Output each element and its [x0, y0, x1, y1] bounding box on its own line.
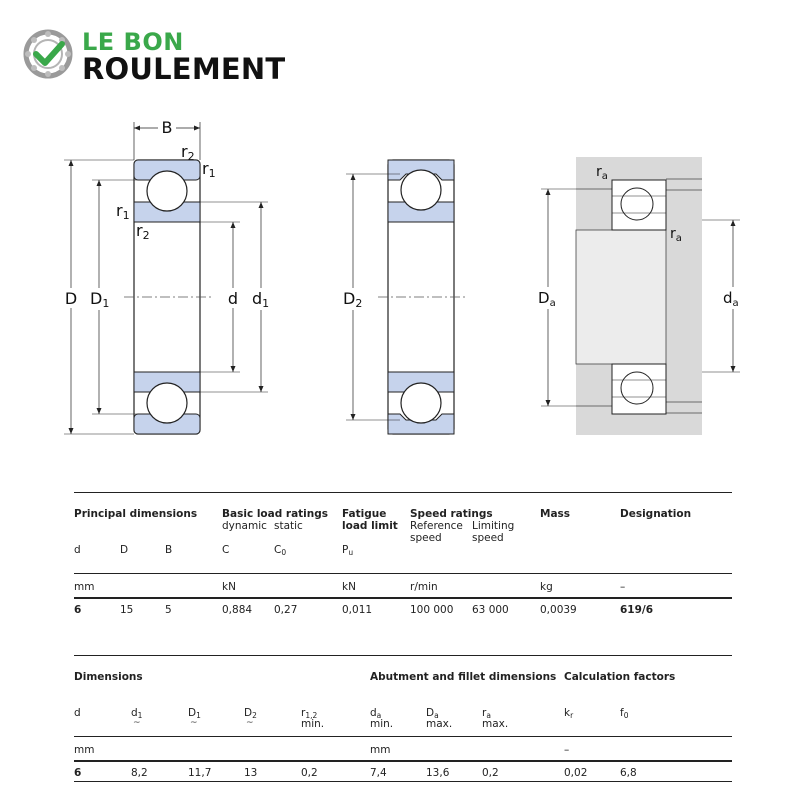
bearing-drawings	[0, 100, 800, 450]
value-B: 5	[165, 604, 172, 616]
note-da-min: min.	[370, 718, 394, 730]
value-da: 7,4	[370, 767, 387, 779]
subheader-reference: Reference	[410, 520, 463, 532]
value-ra: 0,2	[482, 767, 499, 779]
header-abutment: Abutment and fillet dimensions	[370, 671, 557, 683]
value-mass: 0,0039	[540, 604, 577, 616]
symbol-D2: $D_2$	[244, 707, 257, 720]
subheader-static: static	[274, 520, 303, 532]
label-d1: d1	[252, 289, 270, 310]
unit-kN-fatigue: kN	[342, 581, 356, 593]
unit-mm: mm	[74, 581, 95, 593]
header-principal-dimensions: Principal dimensions	[74, 508, 198, 520]
symbol-r12: $r_{1,2}$	[301, 707, 318, 720]
label-D1: D1	[90, 289, 110, 310]
unit-rpm: r/min	[410, 581, 438, 593]
symbol-d1: $d_1$	[131, 707, 143, 720]
product-data-table	[74, 492, 732, 616]
symbol-Pu: $P_u$	[342, 544, 354, 557]
label-D2: D2	[343, 289, 363, 310]
value-Da: 13,6	[426, 767, 450, 779]
approx-D2: ~	[246, 718, 254, 728]
symbol-ra: $r_a$	[482, 707, 491, 720]
label-da: $d_a$	[723, 289, 739, 309]
symbol-Da: $D_a$	[426, 707, 439, 720]
subheader-limiting-line2: speed	[472, 532, 504, 544]
symbol-B: B	[165, 544, 173, 556]
value-D1: 11,7	[188, 767, 212, 779]
value-Pu: 0,011	[342, 604, 373, 616]
value-d: 6	[74, 767, 82, 779]
header-fatigue-line2: load limit	[342, 520, 398, 532]
label-D: D	[64, 289, 78, 308]
header-mass: Mass	[540, 508, 571, 520]
unit-dash: –	[564, 744, 570, 756]
symbol-d: d	[74, 707, 81, 719]
value-kr: 0,02	[564, 767, 588, 779]
header-calculation-factors: Calculation factors	[564, 671, 676, 683]
brand-logo	[22, 26, 302, 86]
note-r12-min: min.	[301, 718, 325, 730]
bearing-check-icon	[22, 28, 74, 80]
symbol-C0: $C_0$	[274, 544, 287, 557]
header-fatigue: Fatigue	[342, 508, 387, 520]
value-d1: 8,2	[131, 767, 148, 779]
approx-d1: ~	[133, 718, 141, 728]
unit-mm: mm	[74, 744, 95, 756]
label-r2-top: r2	[181, 142, 195, 163]
unit-kg: kg	[540, 581, 553, 593]
ball-top	[401, 170, 441, 210]
ball-bottom	[621, 372, 653, 404]
value-C0: 0,27	[274, 604, 298, 616]
ball-top	[147, 171, 187, 211]
symbol-C: C	[222, 544, 230, 556]
note-Da-max: max.	[426, 718, 453, 730]
dimensions-table	[74, 655, 732, 785]
symbol-da: $d_a$	[370, 707, 382, 720]
value-D2: 13	[244, 767, 258, 779]
value-reference-speed: 100 000	[410, 604, 454, 616]
subheader-dynamic: dynamic	[222, 520, 267, 532]
header-basic-load-ratings: Basic load ratings	[222, 508, 329, 520]
header-designation: Designation	[620, 508, 692, 520]
value-designation: 619/6	[620, 604, 654, 616]
header-dimensions: Dimensions	[74, 671, 143, 683]
note-ra-max: max.	[482, 718, 509, 730]
value-C: 0,884	[222, 604, 253, 616]
symbol-kr: $k_r$	[564, 707, 574, 720]
value-f0: 6,8	[620, 767, 637, 779]
ball-bottom	[401, 383, 441, 423]
value-d: 6	[74, 604, 82, 616]
unit-designation-dash: –	[620, 581, 626, 593]
subheader-reference-line2: speed	[410, 532, 442, 544]
header-speed-ratings: Speed ratings	[410, 508, 493, 520]
label-B: B	[161, 118, 173, 137]
unit-kN: kN	[222, 581, 236, 593]
symbol-D: D	[120, 544, 129, 556]
label-r2-inner: r2	[136, 221, 150, 242]
symbol-d: d	[74, 544, 81, 556]
label-r1-inner: r1	[116, 201, 130, 222]
logo-line-2: ROULEMENT	[82, 52, 286, 86]
value-r12: 0,2	[301, 767, 318, 779]
abutment-drawing	[537, 157, 744, 435]
bearing-section-drawing	[62, 118, 273, 434]
label-d: d	[227, 289, 239, 308]
subheader-limiting: Limiting	[472, 520, 515, 532]
logo-line-1: LE BON	[82, 28, 184, 56]
bearing-sealed-drawing	[342, 160, 466, 434]
symbol-f0: $f_0$	[620, 707, 629, 720]
label-r1-top: r1	[202, 159, 216, 180]
label-ra-top: $r_a$	[596, 164, 608, 182]
label-ra-side: $r_a$	[670, 226, 682, 244]
symbol-D1: $D_1$	[188, 707, 201, 720]
value-limiting-speed: 63 000	[472, 604, 509, 616]
value-D: 15	[120, 604, 134, 616]
label-Da: $D_a$	[538, 289, 556, 309]
unit-mm-abutment: mm	[370, 744, 391, 756]
ball-bottom	[147, 383, 187, 423]
ball-top	[621, 188, 653, 220]
approx-D1: ~	[190, 718, 198, 728]
